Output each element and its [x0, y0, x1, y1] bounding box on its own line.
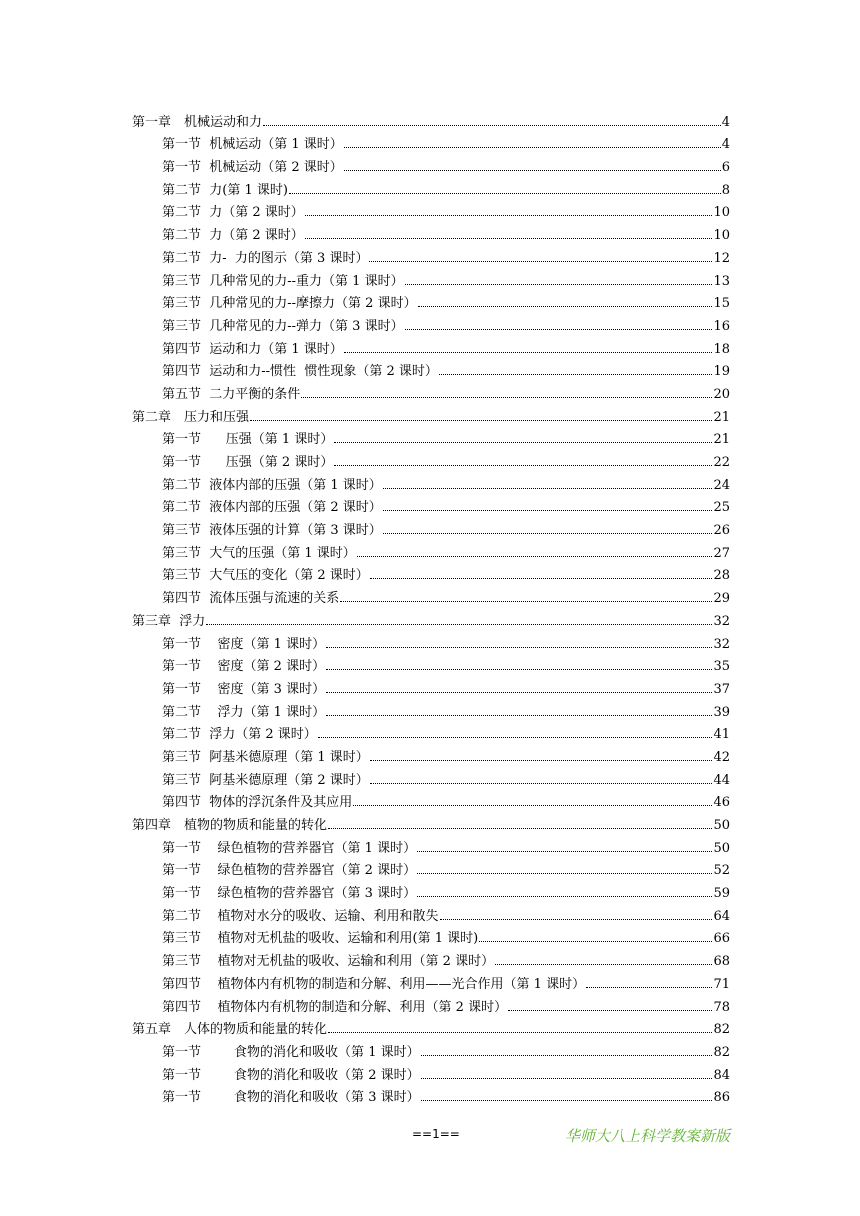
toc-entry-page: 19 — [713, 364, 730, 380]
toc-entry-page: 24 — [713, 477, 730, 493]
dot-leader — [421, 1078, 713, 1079]
toc-entry-page: 71 — [713, 976, 730, 992]
toc-section-entry[interactable] — [132, 628, 730, 651]
toc-entry-label: 第三节 阿基米德原理（第 1 课时） — [162, 749, 369, 765]
toc-section-entry[interactable] — [132, 197, 730, 220]
toc-entry-page: 20 — [713, 386, 730, 402]
toc-entry-label: 第二节 力(第 1 课时) — [162, 182, 288, 198]
dot-leader — [357, 556, 713, 557]
dot-leader — [326, 647, 712, 648]
toc-entry-page: 15 — [713, 296, 730, 312]
toc-entry-label: 第一节 机械运动（第 1 课时） — [162, 137, 343, 153]
toc-section-entry[interactable] — [132, 537, 730, 560]
toc-section-entry[interactable] — [132, 900, 730, 923]
toc-entry-page: 29 — [713, 591, 730, 607]
dot-leader — [417, 851, 712, 852]
toc-entry-label: 第四节 流体压强与流速的关系 — [162, 591, 340, 607]
toc-entry-page: 82 — [713, 1044, 730, 1060]
toc-entry-page: 16 — [713, 318, 730, 334]
toc-entry-label: 第四节 运动和力（第 1 课时） — [162, 341, 343, 357]
toc-entry-page: 44 — [713, 772, 730, 788]
document-title: 华师大八上科学教案新版 — [565, 1127, 731, 1145]
toc-entry-label: 第一节 绿色植物的营养器官（第 3 课时） — [162, 886, 417, 902]
toc-section-entry[interactable] — [132, 560, 730, 583]
toc-entry-page: 22 — [713, 455, 730, 470]
toc-entry-label: 第四节 植物体内有机物的制造和分解、利用（第 2 课时） — [162, 999, 508, 1015]
toc-entry-label: 第四节 植物体内有机物的制造和分解、利用——光合作用（第 1 课时） — [162, 976, 586, 992]
toc-entry-page: 6 — [721, 160, 730, 176]
dot-leader — [370, 760, 713, 761]
toc-entry-page: 13 — [713, 273, 730, 289]
dot-leader — [326, 715, 712, 716]
toc-chapter-entry[interactable] — [132, 605, 730, 628]
toc-section-entry[interactable] — [132, 242, 730, 265]
toc-chapter-entry[interactable] — [132, 1014, 730, 1037]
dot-leader — [344, 147, 721, 148]
toc-entry-label: 第二节 液体内部的压强（第 2 课时） — [162, 500, 382, 516]
toc-section-entry[interactable] — [132, 265, 730, 288]
toc-entry-label: 第三节 阿基米德原理（第 2 课时） — [162, 772, 369, 788]
toc-entry-label: 第三节 几种常见的力--弹力（第 3 课时） — [162, 318, 404, 334]
toc-entry-label: 第一节 密度（第 3 课时） — [162, 681, 326, 697]
toc-entry-page: 78 — [713, 999, 730, 1015]
toc-entry-page: 28 — [713, 568, 730, 584]
toc-entry-label: 第二节 液体内部的压强（第 1 课时） — [162, 477, 382, 493]
toc-entry-label: 第一节 食物的消化和吸收（第 3 课时） — [162, 1090, 420, 1106]
dot-leader — [344, 352, 713, 353]
toc-entry-page: 37 — [713, 681, 730, 697]
toc-entry-page: 59 — [713, 886, 730, 902]
toc-entry-label: 第三节 植物对无机盐的吸收、运输和利用（第 2 课时） — [162, 954, 495, 970]
dot-leader — [479, 941, 712, 942]
toc-chapter-entry[interactable] — [132, 809, 730, 832]
dot-leader — [353, 805, 712, 806]
toc-entry-label: 第一章 机械运动和力 — [132, 114, 263, 130]
toc-entry-page: 50 — [713, 818, 730, 833]
toc-entry-page: 21 — [713, 409, 730, 425]
dot-leader — [418, 306, 713, 307]
toc-entry-label: 第一节 机械运动（第 2 课时） — [162, 160, 343, 176]
toc-section-entry[interactable] — [132, 129, 730, 152]
toc-entry-page: 64 — [713, 908, 730, 924]
toc-entry-label: 第一节 绿色植物的营养器官（第 1 课时） — [162, 840, 417, 856]
toc-section-entry[interactable] — [132, 1036, 730, 1059]
toc-entry-page: 39 — [713, 704, 730, 720]
toc-section-entry[interactable] — [132, 151, 730, 174]
dot-leader — [289, 193, 721, 194]
toc-entry-page: 25 — [713, 500, 730, 516]
dot-leader — [328, 1032, 712, 1033]
toc-section-entry[interactable] — [132, 945, 730, 968]
dot-leader — [305, 215, 713, 216]
toc-section-entry[interactable] — [132, 696, 730, 719]
toc-entry-label: 第三节 植物对无机盐的吸收、运输和利用(第 1 课时) — [162, 931, 479, 947]
toc-entry-label: 第三节 液体压强的计算（第 3 课时） — [162, 523, 382, 539]
toc-section-entry[interactable] — [132, 1082, 730, 1105]
toc-entry-page: 86 — [713, 1090, 730, 1106]
toc-entry-label: 第四节 运动和力--惯性 惯性现象（第 2 课时） — [162, 364, 438, 380]
toc-entry-label: 第五章 人体的物质和能量的转化 — [132, 1022, 328, 1038]
toc-section-entry[interactable] — [132, 923, 730, 946]
table-of-contents — [132, 106, 730, 1104]
toc-section-entry[interactable] — [132, 219, 730, 242]
toc-entry-label: 第二节 力（第 2 课时） — [162, 228, 304, 244]
dot-leader — [301, 397, 712, 398]
toc-chapter-entry[interactable] — [132, 401, 730, 424]
toc-entry-label: 第三节 大气压的变化（第 2 课时） — [162, 568, 369, 584]
toc-section-entry[interactable] — [132, 764, 730, 787]
toc-entry-label: 第二节 浮力（第 1 课时） — [162, 704, 326, 720]
dot-leader — [417, 873, 712, 874]
page-number: ==1== — [412, 1127, 460, 1141]
toc-entry-page: 82 — [713, 1022, 730, 1038]
toc-section-entry[interactable] — [132, 832, 730, 855]
toc-entry-page: 4 — [721, 114, 730, 130]
toc-entry-page: 12 — [713, 250, 730, 266]
dot-leader — [250, 420, 712, 421]
toc-entry-label: 第二节 力- 力的图示（第 3 课时） — [162, 250, 369, 266]
dot-leader — [334, 465, 712, 466]
toc-entry-page: 46 — [713, 795, 730, 811]
toc-section-entry[interactable] — [132, 333, 730, 356]
toc-entry-page: 10 — [713, 228, 730, 244]
dot-leader — [344, 170, 721, 171]
dot-leader — [405, 329, 713, 330]
toc-section-entry[interactable] — [132, 356, 730, 379]
dot-leader — [318, 737, 713, 738]
dot-leader — [417, 896, 712, 897]
toc-entry-page: 4 — [721, 137, 730, 153]
dot-leader — [421, 1100, 713, 1101]
toc-entry-label: 第三章 浮力 — [132, 613, 206, 629]
toc-section-entry[interactable] — [132, 492, 730, 515]
toc-section-entry[interactable] — [132, 288, 730, 311]
toc-entry-label: 第一节 密度（第 2 课时） — [162, 659, 326, 675]
toc-entry-page: 27 — [713, 545, 730, 561]
toc-section-entry[interactable] — [132, 741, 730, 764]
toc-entry-page: 21 — [713, 432, 730, 448]
dot-leader — [206, 624, 712, 625]
toc-section-entry[interactable] — [132, 719, 730, 742]
toc-entry-label: 第一节 食物的消化和吸收（第 1 课时） — [162, 1044, 420, 1060]
dot-leader — [383, 533, 713, 534]
toc-section-entry[interactable] — [132, 514, 730, 537]
toc-entry-label: 第四章 植物的物质和能量的转化 — [132, 818, 328, 833]
dot-leader — [440, 919, 713, 920]
toc-entry-page: 50 — [713, 840, 730, 856]
toc-entry-label: 第一节 绿色植物的营养器官（第 2 课时） — [162, 863, 417, 879]
dot-leader — [369, 261, 712, 262]
dot-leader — [383, 510, 713, 511]
toc-entry-page: 18 — [713, 341, 730, 357]
toc-section-entry[interactable] — [132, 174, 730, 197]
toc-entry-label: 第二节 力（第 2 课时） — [162, 205, 304, 221]
dot-leader — [263, 125, 721, 126]
toc-section-entry[interactable] — [132, 787, 730, 810]
dot-leader — [305, 238, 713, 239]
toc-entry-page: 68 — [713, 954, 730, 970]
toc-section-entry[interactable] — [132, 991, 730, 1014]
toc-entry-label: 第一节 压强（第 1 课时） — [162, 432, 334, 448]
dot-leader — [421, 1055, 713, 1056]
toc-section-entry[interactable] — [132, 1059, 730, 1082]
dot-leader — [508, 1010, 712, 1011]
dot-leader — [328, 828, 712, 829]
toc-section-entry[interactable] — [132, 378, 730, 401]
toc-section-entry[interactable] — [132, 968, 730, 991]
toc-section-entry[interactable] — [132, 673, 730, 696]
toc-entry-page: 41 — [713, 727, 730, 743]
toc-entry-label: 第一节 压强（第 2 课时） — [162, 455, 334, 470]
toc-entry-label: 第五节 二力平衡的条件 — [162, 386, 301, 402]
dot-leader — [439, 374, 713, 375]
dot-leader — [383, 488, 713, 489]
toc-entry-page: 66 — [713, 931, 730, 947]
toc-chapter-entry[interactable] — [132, 106, 730, 129]
toc-section-entry[interactable] — [132, 877, 730, 900]
dot-leader — [495, 964, 712, 965]
dot-leader — [334, 442, 712, 443]
toc-section-entry[interactable] — [132, 446, 730, 469]
toc-entry-page: 10 — [713, 205, 730, 221]
toc-entry-label: 第一节 密度（第 1 课时） — [162, 636, 326, 652]
toc-entry-label: 第二章 压力和压强 — [132, 409, 250, 425]
toc-entry-page: 84 — [713, 1067, 730, 1083]
toc-entry-page: 52 — [713, 863, 730, 879]
toc-section-entry[interactable] — [132, 310, 730, 333]
toc-section-entry[interactable] — [132, 469, 730, 492]
toc-entry-page: 42 — [713, 749, 730, 765]
toc-section-entry[interactable] — [132, 855, 730, 878]
toc-entry-label: 第三节 几种常见的力--重力（第 1 课时） — [162, 273, 404, 289]
dot-leader — [405, 284, 713, 285]
dot-leader — [326, 692, 712, 693]
toc-entry-page: 35 — [713, 659, 730, 675]
toc-entry-label: 第三节 大气的压强（第 1 课时） — [162, 545, 356, 561]
dot-leader — [370, 783, 713, 784]
toc-entry-page: 26 — [713, 523, 730, 539]
toc-entry-label: 第一节 食物的消化和吸收（第 2 课时） — [162, 1067, 420, 1083]
toc-entry-page: 32 — [713, 636, 730, 652]
toc-entry-page: 32 — [713, 613, 730, 629]
toc-entry-label: 第二节 浮力（第 2 课时） — [162, 727, 317, 743]
toc-section-entry[interactable] — [132, 424, 730, 447]
toc-entry-page: 8 — [721, 182, 730, 198]
toc-entry-label: 第四节 物体的浮沉条件及其应用 — [162, 795, 353, 811]
dot-leader — [326, 669, 712, 670]
toc-entry-label: 第二节 植物对水分的吸收、运输、利用和散失 — [162, 908, 439, 924]
toc-section-entry[interactable] — [132, 651, 730, 674]
dot-leader — [340, 601, 712, 602]
toc-entry-label: 第三节 几种常见的力--摩擦力（第 2 课时） — [162, 296, 417, 312]
toc-section-entry[interactable] — [132, 582, 730, 605]
dot-leader — [370, 578, 713, 579]
dot-leader — [586, 987, 712, 988]
